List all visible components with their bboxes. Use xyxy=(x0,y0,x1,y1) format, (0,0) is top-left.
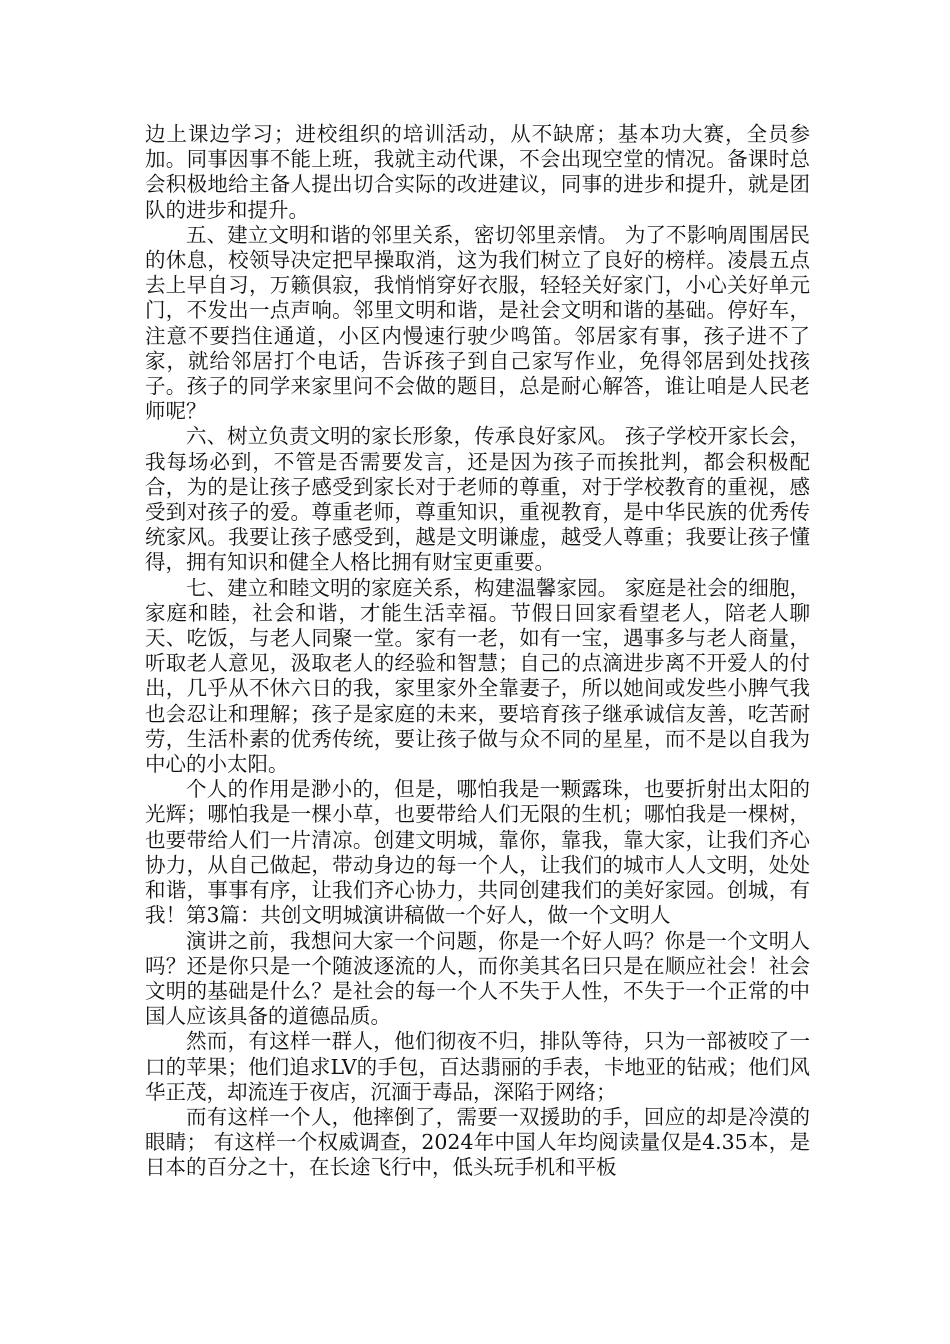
paragraph-consumerism: 然而，有这样一群人，他们彻夜不归，排队等待，只为一部被咬了一口的苹果；他们追求LV的手包，百达翡丽的手表，卡地亚的钻戒；他们风华正茂，却流连于夜店，沉湎于毒品，深陷于网络； xyxy=(145,1029,810,1104)
paragraph-teamwork: 边上课边学习；进校组织的培训活动，从不缺席；基本功大赛，全员参加。同事因事不能上班，我就主动代课，不会出现空堂的情况。备课时总会积极地给主备人提出切合实际的改进建议，同事的进步和提升，就是团队的进步和提升。 xyxy=(145,122,810,222)
paragraph-parent-image: 六、树立负责文明的家长形象，传承良好家风。 孩子学校开家长会，我每场必到，不管是否需要发言，还是因为孩子而挨批判，都会积极配合，为的是让孩子感受到家长对于老师的尊重，对于学校教育的重视，感受到对孩子的爱。尊重老师，尊重知识，重视教育，是中华民族的优秀传统家风。我要让孩子感受到，越是文明谦虚，越受人尊重；我要让孩子懂得，拥有知识和健全人格比拥有财宝更重要。 xyxy=(145,424,810,575)
document-page xyxy=(145,122,810,1181)
paragraph-reading-survey: 而有这样一个人，他摔倒了，需要一双援助的手，回应的却是冷漠的眼睛； 有这样一个权威调查，2024年中国人年均阅读量仅是4.35本，是日本的百分之十，在长途飞行中，低头玩手机和平板 xyxy=(145,1104,810,1180)
paragraph-neighbors: 五、建立文明和谐的邻里关系，密切邻里亲情。 为了不影响周围居民的休息，校领导决定把早操取消，这为我们树立了良好的榜样。凌晨五点去上早自习，万籁俱寂，我悄悄穿好衣服，轻轻关好家门，小心关好单元门，不发出一点声响。邻里文明和谐，是社会文明和谐的基础。停好车，注意不要挡住通道，小区内慢速行驶少鸣笛。邻居家有事，孩子进不了家，就给邻居打个电话，告诉孩子到自己家写作业，免得邻居到处找孩子。孩子的同学来家里问不会做的题目，总是耐心解答，谁让咱是人民老师呢？ xyxy=(145,222,810,424)
paragraph-conclusion: 个人的作用是渺小的，但是，哪怕我是一颗露珠，也要折射出太阳的光辉；哪怕我是一棵小草，也要带给人们无限的生机；哪怕我是一棵树，也要带给人们一片清凉。创建文明城，靠你，靠我，靠大家，让我们齐心协力，从自己做起，带动身边的每一个人，让我们的城市人人文明，处处和谐，事事有序，让我们齐心协力，共同创建我们的美好家园。创城，有我！第3篇：共创文明城演讲稿做一个好人，做一个文明人 xyxy=(145,777,810,928)
paragraph-family: 七、建立和睦文明的家庭关系，构建温馨家园。 家庭是社会的细胞，家庭和睦，社会和谐，才能生活幸福。节假日回家看望老人，陪老人聊天、吃饭，与老人同聚一堂。家有一老，如有一宝，遇事多与老人商量，听取老人意见，汲取老人的经验和智慧；自己的点滴进步离不开爱人的付出，几乎从不休六日的我，家里家外全靠妻子，所以她间或发些小脾气我也会忍让和理解；孩子是家庭的未来，要培育孩子继承诚信友善，吃苦耐劳，生活朴素的优秀传统，要让孩子做与众不同的星星，而不是以自我为中心的小太阳。 xyxy=(145,575,810,777)
paragraph-speech-question: 演讲之前，我想问大家一个问题，你是一个好人吗？你是一个文明人吗？还是你只是一个随波逐流的人，而你美其名曰只是在顺应社会！社会文明的基础是什么？是社会的每一个人不失于人性，不失于一个正常的中国人应该具备的道德品质。 xyxy=(145,928,810,1029)
